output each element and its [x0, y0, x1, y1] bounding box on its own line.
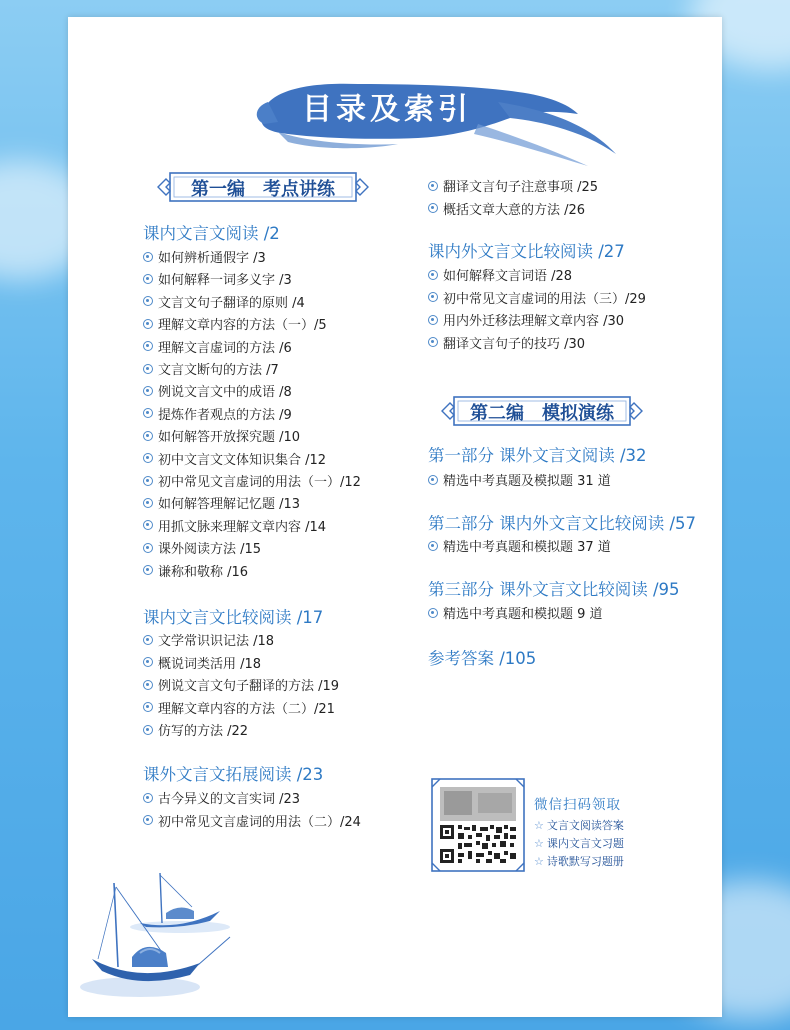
toc-item-label: 精选中考真题及模拟题 31 道 — [443, 474, 611, 489]
toc-item-label: 精选中考真题和模拟题 37 道 — [443, 540, 611, 555]
toc-heading[interactable]: 课内外文言文比较阅读 /27 — [428, 242, 625, 261]
bullet-circle-icon — [143, 476, 153, 486]
bullet-circle-icon — [143, 702, 153, 712]
toc-item[interactable] — [428, 603, 603, 622]
toc-answers-heading[interactable]: 参考答案 /105 — [428, 649, 537, 668]
bullet-circle-icon — [143, 520, 153, 530]
toc-item[interactable] — [143, 314, 327, 333]
toc-item-label: 如何解释文言词语 /28 — [443, 269, 573, 284]
bullet-circle-icon — [428, 337, 438, 347]
toc-item[interactable] — [428, 199, 585, 218]
toc-item-label: 仿写的方法 /22 — [158, 724, 249, 739]
toc-item[interactable] — [143, 426, 300, 445]
toc-item-label: 文言文句子翻译的原则 /4 — [158, 295, 305, 311]
section-badge-label: 第一编 考点讲练 — [191, 179, 335, 200]
toc-item[interactable] — [143, 538, 261, 557]
toc-item[interactable] — [428, 536, 611, 555]
toc-item[interactable] — [143, 653, 261, 672]
qr-benefit-label: 文言文阅读答案 — [546, 819, 624, 832]
toc-item-label: 理解文言虚词的方法 /6 — [158, 340, 292, 356]
qr-promo — [430, 777, 680, 877]
bullet-circle-icon — [143, 498, 153, 508]
toc-item-label: 文言文断句的方法 /7 — [158, 363, 279, 378]
toc-item[interactable] — [428, 470, 611, 489]
star-icon: ☆ — [534, 819, 544, 832]
toc-item[interactable] — [143, 269, 292, 288]
toc-item[interactable] — [143, 675, 339, 694]
toc-item[interactable] — [143, 471, 361, 490]
qr-code-icon[interactable] — [430, 777, 526, 873]
toc-heading[interactable]: 课外文言文拓展阅读 /23 — [143, 765, 324, 784]
toc-item[interactable] — [143, 381, 292, 400]
bullet-circle-icon — [143, 386, 153, 396]
table-of-contents-page — [68, 17, 722, 1017]
page-title: 目录及索引 — [302, 92, 472, 127]
toc-item[interactable] — [143, 449, 326, 468]
bullet-circle-icon — [143, 657, 153, 667]
bullet-circle-icon — [143, 296, 153, 306]
bullet-circle-icon — [143, 725, 153, 735]
toc-item-label: 精选中考真题和模拟题 9 道 — [443, 607, 603, 622]
toc-item[interactable] — [143, 561, 248, 580]
toc-heading[interactable]: 课内文言文阅读 /2 — [143, 224, 280, 243]
bullet-circle-icon — [428, 315, 438, 325]
qr-benefit — [534, 835, 624, 851]
toc-item-label: 概括文章大意的方法 /26 — [443, 202, 586, 218]
toc-item[interactable] — [143, 630, 274, 649]
star-icon: ☆ — [534, 837, 544, 850]
bullet-circle-icon — [143, 319, 153, 329]
bullet-circle-icon — [143, 815, 153, 825]
qr-benefit-label: 课内文言文习题 — [546, 837, 624, 850]
toc-item-label: 如何解释一词多义字 /3 — [158, 273, 292, 289]
toc-item[interactable] — [428, 176, 598, 195]
toc-item-label: 理解文章内容的方法（一）/5 — [158, 318, 327, 334]
toc-item[interactable] — [428, 265, 572, 284]
bullet-circle-icon — [428, 203, 438, 213]
toc-item[interactable] — [143, 516, 326, 535]
qr-benefit — [534, 817, 624, 833]
toc-item[interactable] — [143, 359, 279, 378]
toc-item[interactable] — [143, 720, 248, 739]
bullet-circle-icon — [428, 475, 438, 485]
section-badge-part-one — [156, 167, 370, 207]
toc-item[interactable] — [143, 337, 292, 356]
title-banner — [248, 62, 628, 172]
bullet-circle-icon — [143, 680, 153, 690]
toc-item-label: 用抓文脉来理解文章内容 /14 — [158, 519, 327, 535]
toc-item-label: 初中常见文言虚词的用法（三）/29 — [443, 291, 646, 307]
toc-item-label: 翻译文言句子的技巧 /30 — [443, 336, 586, 352]
toc-item-label: 概说词类活用 /18 — [158, 656, 262, 672]
bullet-circle-icon — [143, 565, 153, 575]
toc-item[interactable] — [143, 493, 300, 512]
bullet-circle-icon — [428, 270, 438, 280]
toc-item[interactable] — [143, 698, 335, 717]
qr-title: 微信扫码领取 — [534, 797, 621, 813]
toc-item-label: 初中常见文言虚词的用法（二）/24 — [158, 814, 361, 830]
qr-benefit-label: 诗歌默写习题册 — [546, 855, 624, 868]
toc-item-label: 古今异义的文言实词 /23 — [158, 792, 301, 807]
bullet-circle-icon — [143, 793, 153, 803]
toc-heading[interactable]: 课内文言文比较阅读 /17 — [143, 608, 324, 627]
bullet-circle-icon — [428, 181, 438, 191]
bullet-circle-icon — [143, 274, 153, 284]
bullet-circle-icon — [428, 541, 438, 551]
toc-item-label: 提炼作者观点的方法 /9 — [158, 407, 292, 423]
toc-item-label: 文学常识识记法 /18 — [158, 634, 275, 649]
bullet-circle-icon — [143, 543, 153, 553]
toc-item-label: 课外阅读方法 /15 — [158, 542, 262, 558]
toc-item[interactable] — [143, 788, 300, 807]
toc-item[interactable] — [143, 811, 361, 830]
bullet-circle-icon — [143, 408, 153, 418]
bullet-circle-icon — [143, 635, 153, 645]
bullet-circle-icon — [143, 252, 153, 262]
bullet-circle-icon — [143, 364, 153, 374]
bullet-circle-icon — [143, 431, 153, 441]
toc-item[interactable] — [428, 310, 624, 329]
boat-illustration — [80, 867, 260, 1007]
toc-item-label: 如何解答开放探究题 /10 — [158, 430, 301, 446]
toc-item[interactable] — [143, 247, 266, 266]
toc-item-label: 例说文言文中的成语 /8 — [158, 385, 292, 401]
toc-item-label: 谦称和敬称 /16 — [158, 564, 249, 580]
toc-item-label: 翻译文言句子注意事项 /25 — [443, 180, 599, 195]
bullet-circle-icon — [428, 292, 438, 302]
toc-item[interactable] — [428, 288, 646, 307]
toc-item[interactable] — [428, 333, 585, 352]
toc-item-label: 用内外迁移法理解文章内容 /30 — [443, 314, 625, 329]
toc-item-label: 初中文言文文体知识集合 /12 — [158, 452, 327, 468]
bullet-circle-icon — [428, 608, 438, 618]
toc-item[interactable] — [143, 404, 292, 423]
bullet-circle-icon — [143, 453, 153, 463]
toc-part-heading[interactable]: 第一部分 课外文言文阅读 /32 — [428, 446, 647, 465]
toc-part-heading[interactable]: 第二部分 课内外文言文比较阅读 /57 — [428, 514, 697, 533]
toc-item-label: 如何辨析通假字 /3 — [158, 251, 266, 266]
section-badge-label: 第二编 模拟演练 — [470, 403, 614, 424]
toc-item-label: 例说文言文句子翻译的方法 /19 — [158, 679, 340, 694]
toc-item-label: 理解文章内容的方法（二）/21 — [158, 701, 335, 717]
toc-item[interactable] — [143, 292, 305, 311]
qr-benefit — [534, 853, 624, 869]
section-badge-part-two — [440, 391, 644, 431]
toc-item-label: 初中常见文言虚词的用法（一）/12 — [158, 475, 361, 490]
bullet-circle-icon — [143, 341, 153, 351]
star-icon: ☆ — [534, 855, 544, 868]
toc-part-heading[interactable]: 第三部分 课外文言文比较阅读 /95 — [428, 580, 680, 599]
toc-item-label: 如何解答理解记忆题 /13 — [158, 497, 301, 513]
